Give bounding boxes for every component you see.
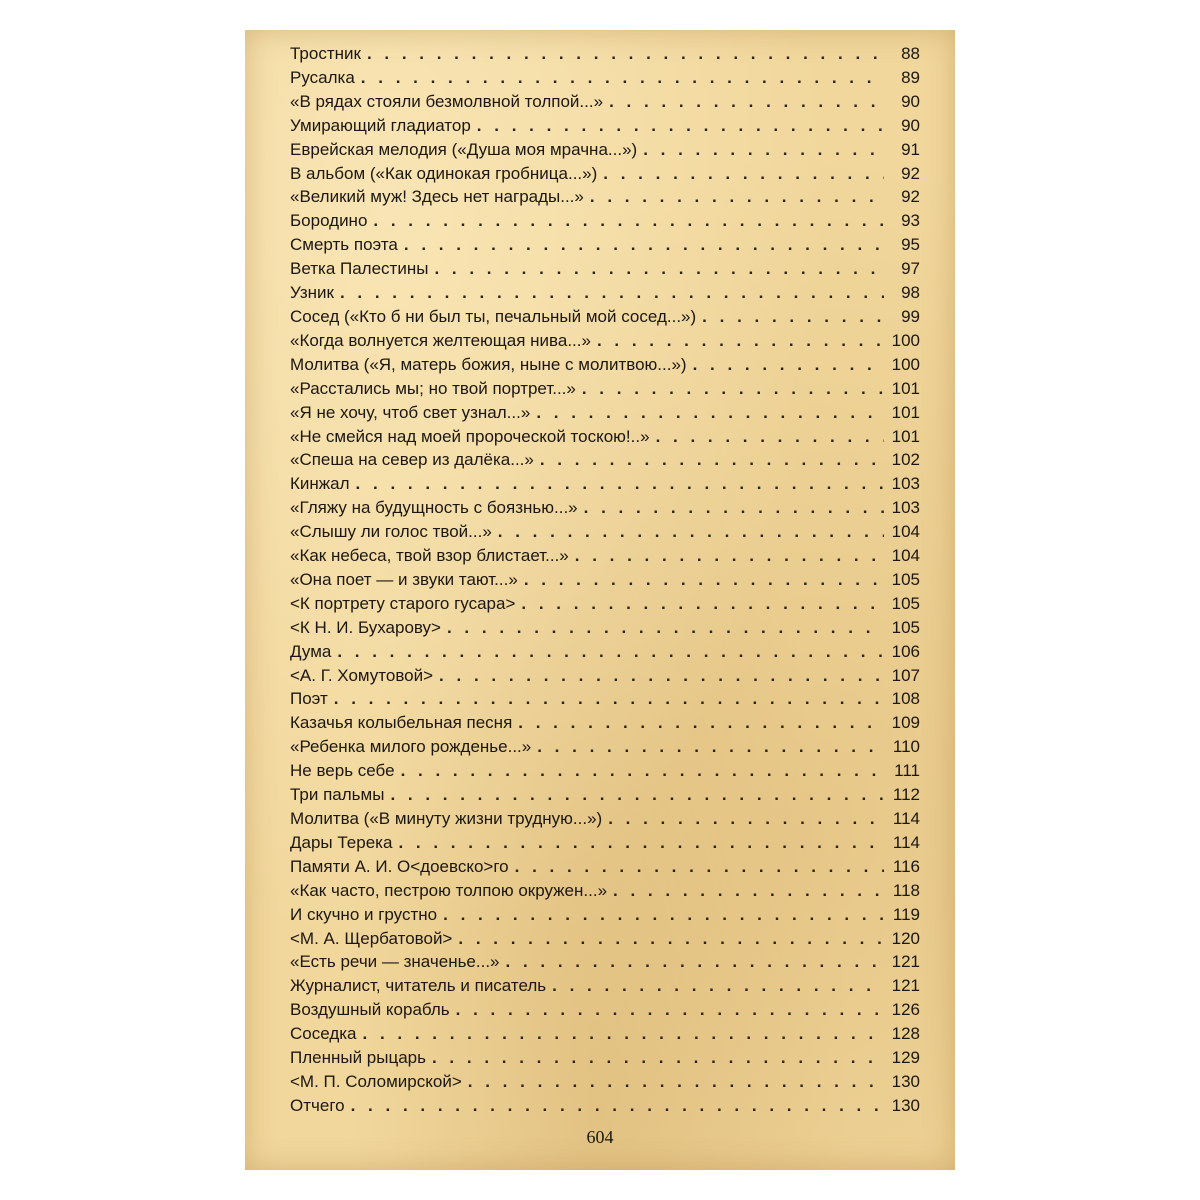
toc-entry [290,331,920,355]
toc-entry-page: 104 [891,522,920,542]
toc-entry-title: Сосед («Кто б ни был ты, печальный мой сосед...») [290,306,697,326]
toc-entry [290,546,920,570]
dot-leader [584,498,884,518]
toc-entry-page: 95 [901,235,920,255]
dot-leader [524,570,884,590]
toc-entry-title: Смерть поэта [290,235,398,255]
toc-entry-title: Отчего [290,1095,345,1115]
dot-leader [518,713,884,733]
dot-leader [603,164,884,184]
dot-leader [361,68,884,88]
toc-entry-page: 128 [891,1024,920,1044]
toc-entry [290,761,920,785]
toc-entry-page: 103 [891,498,920,518]
dot-leader [458,929,884,949]
toc-entry [290,905,920,929]
toc-entry-title: Не верь себе [290,761,395,781]
toc-entry-page: 101 [891,426,920,446]
toc-entry-page: 105 [891,569,920,589]
toc-entry-page: 130 [891,1095,920,1115]
toc-entry-page: 112 [892,785,920,805]
toc-entry-page: 107 [891,665,920,685]
dot-leader [351,1096,884,1116]
toc-entry-title: Умирающий гладиатор [290,115,471,135]
dot-leader [439,666,884,686]
toc-entry-page: 106 [891,641,920,661]
toc-entry-title: Воздушный корабль [290,1000,450,1020]
toc-entry [290,355,920,379]
dot-leader [575,546,884,566]
toc-entry-title: Поэт [290,689,328,709]
toc-entry-title: «Как часто, пестрою толпою окружен...» [290,880,608,900]
table-of-contents [290,44,920,1120]
toc-entry-page: 116 [892,856,920,876]
toc-entry-page: 88 [901,44,920,63]
toc-entry-page: 89 [901,67,920,87]
dot-leader [515,857,884,877]
toc-entry-title: <А. Г. Хомутовой> [290,665,434,685]
dot-leader [608,809,884,829]
toc-entry-title: Тростник [290,44,361,63]
toc-entry [290,187,920,211]
toc-entry [290,1024,920,1048]
toc-entry-page: 103 [891,474,920,494]
toc-entry-page: 130 [891,1071,920,1091]
toc-entry-page: 90 [901,91,920,111]
toc-entry [290,976,920,1000]
toc-entry-title: <К Н. И. Бухарову> [290,617,441,637]
toc-entry-page: 114 [892,809,920,828]
dot-leader [363,1024,885,1044]
toc-entry [290,1096,920,1120]
toc-entry-title: Кинжал [290,474,350,494]
toc-entry-title: И скучно и грустно [290,904,438,924]
toc-entry [290,498,920,522]
toc-entry [290,522,920,546]
toc-entry-page: 111 [894,761,920,781]
toc-entry-title: «В рядах стояли безмолвной толпой...» [290,91,604,111]
toc-entry-page: 121 [891,976,920,996]
toc-entry-page: 108 [891,689,920,709]
toc-entry [290,403,920,427]
page-number: 604 [586,1127,614,1147]
toc-entry-page: 114 [892,832,920,852]
toc-entry [290,594,920,618]
toc-entry [290,283,920,307]
dot-leader [590,187,884,207]
toc-entry [290,379,920,403]
toc-entry-title: «Есть речи — значенье...» [290,952,500,972]
toc-entry [290,570,920,594]
dot-leader [401,761,884,781]
dot-leader [477,116,884,136]
toc-entry-page: 105 [891,593,920,613]
toc-entry [290,1048,920,1072]
dot-leader [702,307,884,327]
toc-entry-title: Казачья колыбельная песня [290,713,513,733]
toc-entry-title: Журналист, читатель и писатель [290,976,547,996]
dot-leader [656,427,884,447]
dot-leader [597,331,884,351]
toc-entry-title: <М. П. Соломирской> [290,1071,462,1091]
toc-entry-title: Дума [290,641,332,661]
dot-leader [643,140,884,160]
toc-entry-title: «Когда волнуется желтеющая нива...» [290,330,591,350]
toc-entry-page: 101 [891,402,920,422]
toc-entry [290,68,920,92]
toc-entry [290,427,920,451]
dot-leader [540,450,884,470]
toc-entry-page: 100 [891,354,920,374]
toc-entry-title: Памяти А. И. О<доевско>го [290,856,509,876]
toc-entry [290,259,920,283]
toc-entry-title: В альбом («Как одинокая гробница...») [290,163,598,183]
toc-entry-page: 92 [901,163,920,183]
toc-entry [290,1000,920,1024]
toc-entry-title: <К портрету старого гусара> [290,593,516,613]
toc-entry-page: 101 [891,378,920,398]
toc-entry-page: 129 [891,1048,920,1068]
dot-leader [537,737,884,757]
toc-entry-title: «Гляжу на будущность с боязнью...» [290,498,578,518]
dot-leader [613,881,884,901]
toc-entry-title: «Великий муж! Здесь нет награды...» [290,187,584,207]
dot-leader [456,1000,884,1020]
toc-entry-title: Русалка [290,67,355,87]
dot-leader [582,379,884,399]
toc-entry-page: 118 [892,880,920,900]
toc-entry-page: 121 [891,952,920,972]
toc-entry [290,833,920,857]
dot-leader [468,1072,884,1092]
toc-entry [290,140,920,164]
toc-entry-title: Пленный рыцарь [290,1048,426,1068]
toc-entry-page: 90 [901,115,920,135]
toc-entry [290,713,920,737]
dot-leader [552,976,884,996]
toc-entry-page: 119 [892,904,920,924]
toc-entry-title: Молитва («Я, матерь божия, ныне с молитвою...») [290,354,687,374]
toc-entry-page: 99 [901,306,920,326]
dot-leader [404,235,884,255]
dot-leader [536,403,884,423]
dot-leader [432,1048,884,1068]
dot-leader [443,905,884,925]
toc-entry-page: 104 [891,546,920,566]
dot-leader [521,594,884,614]
toc-entry [290,689,920,713]
toc-entry [290,164,920,188]
toc-entry-title: Соседка [290,1024,357,1044]
toc-entry [290,307,920,331]
dot-leader [337,642,884,662]
toc-entry-title: «Слышу ли голос твой...» [290,522,492,542]
toc-entry-title: Узник [290,283,334,303]
toc-entry [290,642,920,666]
toc-entry-page: 110 [892,737,920,757]
dot-leader [693,355,884,375]
toc-entry-page: 120 [891,928,920,948]
toc-entry-title: <М. А. Щербатовой> [290,928,453,948]
toc-entry-title: «Не смейся над моей пророческой тоскою!..» [290,426,650,446]
toc-entry [290,474,920,498]
dot-leader [506,952,884,972]
toc-entry [290,785,920,809]
dot-leader [609,92,884,112]
toc-entry-page: 93 [901,211,920,231]
toc-entry-page: 105 [891,617,920,637]
toc-entry [290,618,920,642]
dot-leader [498,522,884,542]
toc-entry-page: 102 [891,450,920,470]
toc-entry [290,881,920,905]
dot-leader [390,785,884,805]
toc-entry-title: «Как небеса, твой взор блистает...» [290,546,569,566]
toc-entry-title: Ветка Палестины [290,259,429,279]
dot-leader [367,44,884,64]
toc-entry-title: Молитва («В минуту жизни трудную...») [290,809,603,828]
dot-leader [434,259,884,279]
toc-entry-title: «Спеша на север из далёка...» [290,450,534,470]
toc-entry-title: Три пальмы [290,785,385,805]
toc-entry [290,211,920,235]
toc-entry-title: «Ребенка милого рожденье...» [290,737,532,757]
toc-entry [290,666,920,690]
toc-entry-page: 109 [891,713,920,733]
toc-entry-page: 126 [891,1000,920,1020]
toc-entry [290,929,920,953]
toc-entry [290,737,920,761]
toc-entry [290,809,920,833]
toc-entry-page: 97 [901,259,920,279]
toc-entry [290,857,920,881]
toc-entry-page: 100 [891,330,920,350]
toc-entry [290,235,920,259]
toc-entry-page: 92 [901,187,920,207]
toc-entry [290,44,920,68]
toc-entry-page: 98 [901,283,920,303]
toc-entry-title: «Я не хочу, чтоб свет узнал...» [290,402,531,422]
toc-entry [290,952,920,976]
dot-leader [356,474,884,494]
toc-entry-title: Бородино [290,211,368,231]
toc-entry-title: «Она поет — и звуки тают...» [290,569,518,589]
toc-entry [290,92,920,116]
dot-leader [340,283,884,303]
toc-entry-title: «Расстались мы; но твой портрет...» [290,378,576,398]
toc-entry [290,116,920,140]
toc-entry-page: 91 [901,139,920,159]
dot-leader [398,833,884,853]
toc-entry [290,450,920,474]
book-page [245,30,955,1170]
toc-entry-title: Еврейская мелодия («Душа моя мрачна...») [290,139,638,159]
toc-entry [290,1072,920,1096]
toc-entry-title: Дары Терека [290,832,393,852]
dot-leader [373,211,884,231]
dot-leader [447,618,884,638]
dot-leader [334,689,884,709]
